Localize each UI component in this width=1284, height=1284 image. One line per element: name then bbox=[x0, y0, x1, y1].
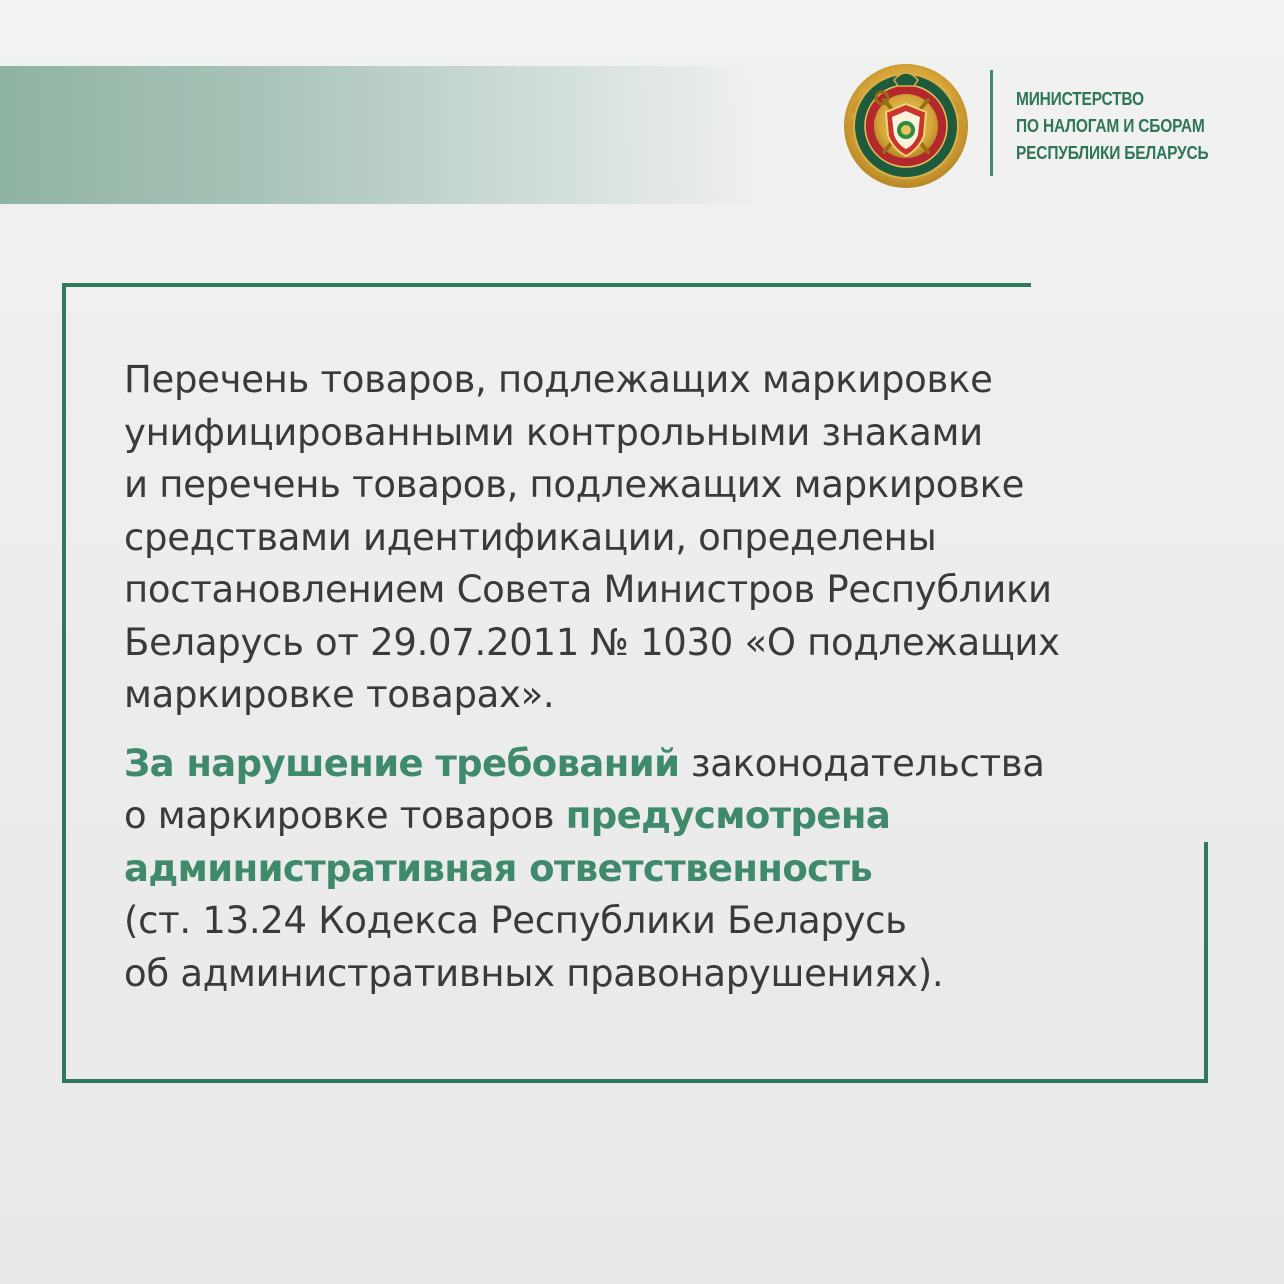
text-line: и перечень товаров, подлежащих маркировке bbox=[124, 463, 1025, 506]
frame-left-line bbox=[62, 283, 66, 1083]
ministry-emblem-icon bbox=[838, 56, 974, 192]
text-line: Беларусь от 29.07.2011 № 1030 «О подлежащих bbox=[124, 620, 1060, 664]
text-line bbox=[124, 790, 1184, 843]
ministry-name-line-2: ПО НАЛОГАМ И СБОРАМ bbox=[1016, 116, 1205, 136]
frame-top-line bbox=[62, 283, 1031, 287]
text-line: средствами идентификации, определены bbox=[124, 515, 937, 559]
text-line: Перечень товаров, подлежащих маркировке bbox=[124, 358, 993, 401]
highlight-provided: предусмотрена bbox=[565, 794, 891, 837]
text-line bbox=[124, 738, 1184, 791]
ministry-name-line-1: МИНИСТЕРСТВО bbox=[1016, 89, 1144, 109]
text-line: (ст. 13.24 Кодекса Республики Беларусь bbox=[124, 899, 907, 942]
highlight-violation: За нарушение требований bbox=[124, 741, 680, 785]
text-fragment: о маркировке товаров bbox=[124, 794, 566, 837]
info-text-block bbox=[124, 354, 1184, 1000]
paragraph-liability bbox=[124, 738, 1184, 1001]
ministry-name-line-3: РЕСПУБЛИКИ БЕЛАРУСЬ bbox=[1016, 143, 1209, 163]
text-line: маркировке товарах». bbox=[124, 673, 555, 716]
text-line: постановлением Совета Министров Республики bbox=[124, 568, 1052, 611]
frame-bottom-line bbox=[62, 1079, 1208, 1083]
ministry-name bbox=[1016, 86, 1240, 167]
highlight-liability: административная ответственность bbox=[124, 846, 873, 890]
paragraph-products-list bbox=[124, 354, 1184, 722]
header-divider bbox=[990, 70, 993, 176]
header-band bbox=[0, 66, 760, 204]
text-fragment: законодательства bbox=[679, 741, 1045, 785]
text-line: унифицированными контрольными знаками bbox=[124, 410, 983, 454]
frame-right-line bbox=[1204, 842, 1208, 1083]
text-line: об административных правонарушениях). bbox=[124, 951, 944, 995]
